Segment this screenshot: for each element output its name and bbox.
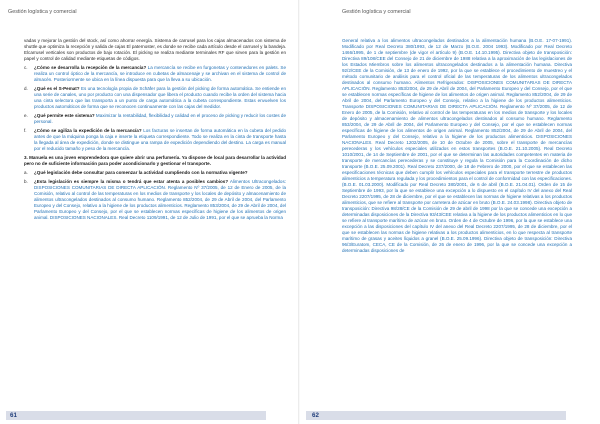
footer-bar [306, 411, 566, 420]
item-label: c. [24, 65, 28, 70]
item-label: d. [24, 86, 28, 91]
item-label: e. [24, 113, 28, 118]
page-number: 62 [312, 412, 319, 419]
question-d [24, 86, 286, 110]
question-text: ¿Esta legislación es siempre la misma o tendrá que estar atenta a posibles cambios? [34, 179, 229, 184]
question-text: ¿Qué permite este sistema? [34, 113, 95, 118]
page-number: 61 [10, 412, 17, 419]
question-c [24, 65, 286, 83]
exercise-3: 3. Manuela es una joven emprendedora que quiere abrir una perfumería. Ya dispone de local para desarrollar la actividad pero no de suficiente información para poder acondicionarlo y gestionar el transporte. [24, 155, 286, 166]
right-page [300, 0, 600, 424]
item-label: b. [24, 179, 28, 184]
answer-text: Los facturas se insertan de forma automática en la cubeta del pedido antes de que la máquina ponga la caja e inserte la etiqueta correspondiente. Todo se realiza en la cinta de transporte hasta la llegada al área de expedición, donde se distingue una rampa de expedición dependiendo del destino. La carga es manual por el reducido tamaño y peso de la mercancía. [34, 128, 286, 151]
page-footer [0, 409, 300, 424]
page-content [24, 38, 286, 404]
question-text: ¿Qué es el S-Pemat? [34, 86, 80, 91]
paragraph: General relativa a los alimentos ultracongelados destinados a la alimentación humana (B.O.E. 17-07-1991). Modificado por Real Decreto 380/1993, de 12 de Marzo (B.O.E. 2004 1993). Modificado por Real Decreto 1466/1995, de 1 de septiembre (de vigor el artículo 9) (B.O.E. 14.10.1995). Directiva objeto de transposición: Directiva 89/108/CEE del Consejo de 21 de diciembre de 1988 relativa a la aproximación de las legislaciones de los Estados Miembros sobre los alimentos ultracongelados destinados a la alimentación humana. Directiva 92/2/CEE de la Comisión, de 13 de enero de 1992, por la que se establece el procedimiento de muestreo y el método comunitario de análisis para el control oficial de las temperaturas de los alimentos ultracongelados destinados al consumo humano. Alimentos Refrigerados: DISPOSICIONES COMUNITARIAS DE DIRECTA APLICACIÓN. Reglamento 853/2004, de 29 de Abril de 2004, del Parlamento Europeo y del Consejo, por el que se establecen normas específicas de higiene de los alimentos de origen animal. Reglamento 852/2004, de 29 de Abril de 2004, del Parlamento Europeo y del Consejo, relativo a la higiene de los productos alimenticios. Transporte DISPOSICIONES COMUNITARIAS DE DIRECTA APLICACIÓN. Reglamento Nº 37/2005, de 12 de Enero de 2005, de la Comisión, relativo al control de las temperaturas en los medios de transporte y los locales de depósito y almacenamiento de alimentos ultracongelados destinados al consumo humano. Reglamento 853/2004, de 29 de Abril de 2004, del Parlamento Europeo y del Consejo, por el que se establecen normas específicas de higiene de los alimentos de origen animal. Reglamento 852/2004, de 29 de Abril de 2004, del Parlamento Europeo y del Consejo, relativo a la higiene de los productos alimenticios. DISPOSICIONES NACIONALES. Real Decreto 1202/2005, de 10 de Octubre de 2005, sobre el transporte de mercancías perecederas y los vehículos especiales utilizados en estos transportes (B.O.E. 21.10.2005). Real Decreto 1010/2001, de 14 de Septiembre de 2001, por el que se determinan las autoridades competentes en materia de transporte de mercancías perecederas y se constituye y regula la Comisión para la Coordinación de dicho transporte (B.O.E. 25.09.2001). Real Decreto 237/2000, de 18 de Febrero de 2000, por el que se establecen las especificaciones técnicas que deben cumplir los vehículos especiales para el transporte terrestre de productos alimenticios a temperatura regulada y los procedimientos para el control de conformidad con las especificaciones. (B.O.E. 01.03.2000). Modificado por Real Decreto 380/2001, de 6 de abril (B.O.E. 21.04.01). Orden de 15 de Septiembre de 1993, por la que se establece una excepción a lo dispuesto en el capítulo IV del anexo del Real Decreto 2207/1995, de 28 de diciembre, por el que se establecen las normas de higiene relativas a los productos alimenticios, que se refiere al transporte por carretera de azúcar en bruto (B.O.E. 24.03.1998). Directiva objeto de transposición: Directiva 98/28/CE de la Comisión de 29 de abril de 1998 por la que se concede una excepción a determinadas disposiciones de la Directiva 93/43/CEE relativa a la higiene de los productos alimenticios en lo que se refiere al transporte marítimo de azúcar en bruto. Orden de 4 de Octubre de 1996, por la que se establece una excepción a las disposiciones del capítulo IV del anexo del Real Decreto 2207/1995, de 28 de diciembre, por el que se establecen las normas de higiene relativas a los productos alimenticios, en lo que respecta al transporte marítimo de grasas y aceites líquidos a granel (B.O.E. 25.09.1996). Directiva objeto de transposición: Directiva 96/3/Euratom, CECA, CE de la Comisión, de 26 de enero de 1996, por la que se concede una excepción a determinadas disposiciones de [342, 38, 572, 253]
page-content [342, 38, 572, 404]
page-header: Gestión logística y comercial [342, 9, 411, 15]
answer-text: Alimentos Ultracongelados: DISPOSICIONES COMUNITARIAS DE DIRECTA APLICACIÓN. Reglamento Nº 37/2005, de 12 de Enero de 2005, de la Comisión, relativo al control de las temperaturas en los medios de transporte y los locales de depósito y almacenamiento de alimentos ultracongelados destinados al consumo humano. Reglamento 852/2004, de 29 de Abril de 2004, del Parlamento Europeo y del Consejo, relativo a la higiene de los productos alimenticios. Reglamento 853/2004, de 29 de Abril de 2004, del Parlamento Europeo y del Consejo, por el que se establecen normas específicas de higiene de los alimentos de origen animal. DISPOSICIONES NACIONALES. Real Decreto 1109/1991, de 12 de Julio de 1991, por el que se aprueba la Norma [34, 179, 286, 220]
question-text: ¿Cómo se desarrolla la recepción de la mercancía? [34, 65, 147, 70]
question-f [24, 128, 286, 152]
item-label: a. [24, 170, 28, 175]
item-label: f. [24, 128, 27, 133]
question-text: ¿Cómo se agiliza la expedición de la mercancía? [34, 128, 142, 133]
question-text: ¿Qué legislación debe consultar para comenzar la actividad cumpliendo con la normativa vigente? [34, 170, 248, 175]
page-header: Gestión logística y comercial [8, 9, 77, 15]
question-e [24, 113, 286, 125]
page-footer [300, 409, 600, 424]
answer-text: Es una tecnología propia de Schäfer para la gestión del picking de forma automática. Se entiende en una serie de canales, uno por producto con una dispensador que libera el producto cuando recibe la orden del sistema hacia una cinta selectora que las transporta a un punto de carga automática a la cubeta correspondiente. Estas envuelven los productos automáticos de forma que se reconocen continuamente con las cajas del medidor. [34, 86, 286, 109]
answer-text: La mercancía se recibe en furgonetas y contenedores en palets. Se realiza un control óptico de la mercancía, se introduce en cubetas de almacenaje y se archivan en el sistema de control de almacén. Posteriormente se ubica en la línea dispuesta para que la lleva a su ubicación. [34, 65, 286, 82]
footer-bar [6, 411, 266, 420]
question-a [24, 170, 286, 176]
answer-text: Maximizar la rentabilidad, flexibilidad y calidad en el proceso de picking y reducir los costes de personal. [34, 113, 286, 124]
question-b [24, 179, 286, 221]
paragraph: vadas y mejorar la gestión del stock, así como ahorrar energía. Sistema de carrusel para los cajas almacenados con sistema de shuttle que optimiza la recepción y salida de cajas El paternoster, es donde se recibe cada artículo desde el carrusel y la bandeja. Elcarrusel verticales son productos de bajo rotación. El picking se realiza mediante terminales RF que sirven para la gestión en papel y control de calidad mediante etiquetas de códigos. [24, 38, 286, 61]
